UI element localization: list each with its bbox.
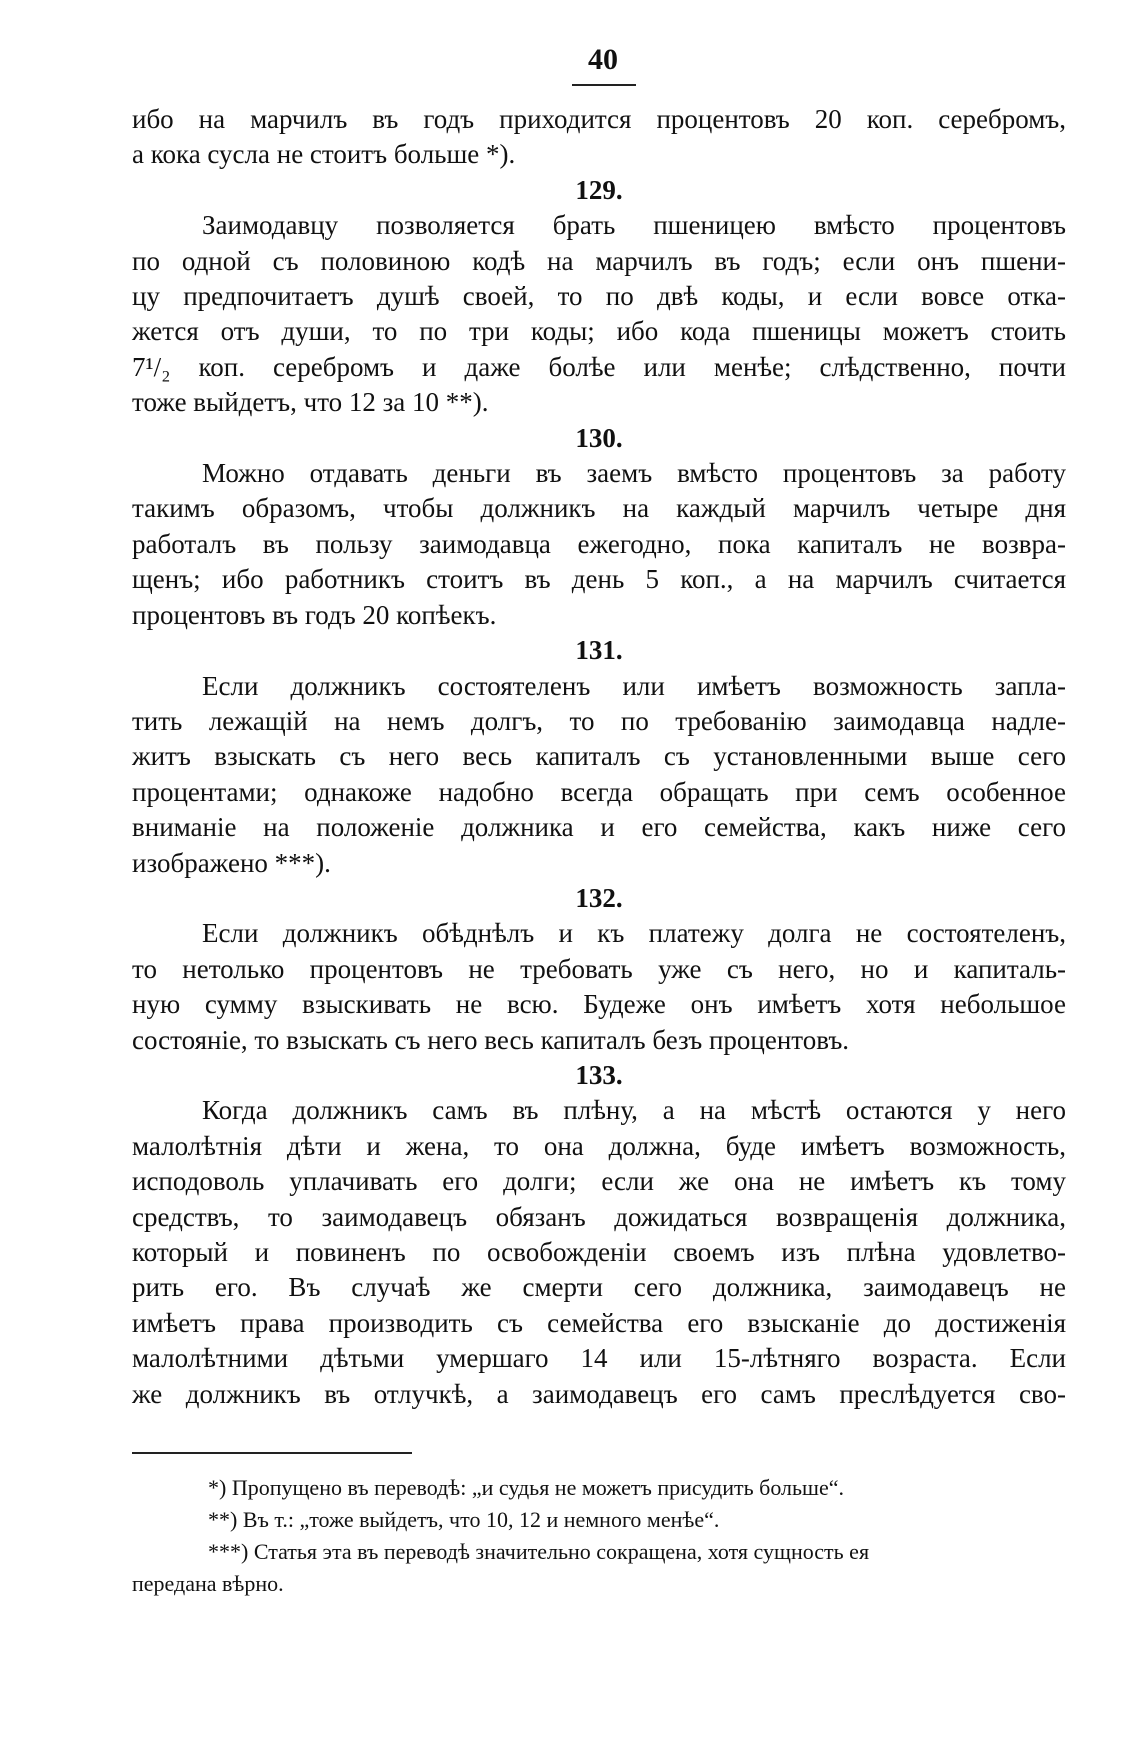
footnote-line: *) Пропущено въ переводѣ: „и судья не можетъ присудить больше“. bbox=[208, 1475, 845, 1501]
text-line: малолѣтнія дѣти и жена, то она должна, буде имѣетъ возможность, bbox=[132, 1130, 1066, 1161]
paragraph bbox=[132, 669, 1066, 881]
paragraph bbox=[132, 102, 1066, 173]
book-page bbox=[132, 40, 1066, 1600]
section-number: 132. bbox=[575, 882, 623, 913]
paragraph bbox=[132, 456, 1066, 633]
text-line: средствъ, то заимодавецъ обязанъ дожидаться возвращенія должника, bbox=[132, 1201, 1066, 1232]
footnote-line: передана вѣрно. bbox=[132, 1571, 284, 1597]
text-line: Можно отдавать деньги въ заемъ вмѣсто процентовъ за работу bbox=[202, 458, 1066, 489]
text-line: Если должникъ состоятеленъ или имѣетъ возможность запла- bbox=[202, 670, 1066, 701]
paragraph bbox=[132, 916, 1066, 1058]
text-line: рить его. Въ случаѣ же смерти сего должника, заимодавецъ не bbox=[132, 1272, 1066, 1303]
text-line: Когда должникъ самъ въ плѣну, а на мѣстѣ остаются у него bbox=[202, 1095, 1066, 1126]
text-line: жется отъ души, то по три коды; ибо кода пшеницы можетъ стоить bbox=[132, 316, 1066, 347]
text-line: работалъ въ пользу заимодавца ежегодно, пока капиталъ не возвра- bbox=[132, 528, 1066, 559]
text-line: такимъ образомъ, чтобы должникъ на каждый марчилъ четыре дня bbox=[132, 493, 1066, 524]
section-number: 130. bbox=[575, 422, 623, 453]
footnotes bbox=[132, 1472, 1066, 1600]
body-text bbox=[132, 102, 1066, 1412]
text-line: процентами; однакоже надобно всегда обращать при семъ особенное bbox=[132, 776, 1066, 807]
text-line: имѣетъ права производить съ семейства его взысканіе до достиженія bbox=[132, 1307, 1066, 1338]
section-number: 129. bbox=[575, 174, 623, 205]
page-number: 40 bbox=[588, 43, 618, 76]
footnote-line: ***) Статья эта въ переводѣ значительно сокращена, хотя сущность ея bbox=[208, 1539, 870, 1565]
text-line: который и повиненъ по освобожденіи своемъ изъ плѣна удовлетво- bbox=[132, 1237, 1066, 1267]
footnote-divider bbox=[132, 1452, 412, 1454]
text-line: то нетолько процентовъ не требовать уже съ него, но и капиталь- bbox=[132, 953, 1066, 984]
text-line: житъ взыскать съ него весь капиталъ съ установленными выше сего bbox=[132, 741, 1066, 772]
text-line: процентовъ въ годъ 20 копѣекъ. bbox=[132, 599, 497, 630]
text-line: щенъ; ибо работникъ стоитъ въ день 5 коп., а на марчилъ считается bbox=[132, 564, 1066, 595]
paragraph bbox=[132, 208, 1066, 420]
text-line: исподоволь уплачивать его долги; если же она не имѣетъ къ тому bbox=[132, 1166, 1066, 1197]
text-line: 7¹/₂ коп. серебромъ и даже болѣе или менѣе; слѣдственно, почти bbox=[132, 351, 1066, 382]
text-line: Если должникъ обѣднѣлъ и къ платежу долга не состоятеленъ, bbox=[202, 918, 1066, 949]
text-line: ибо на марчилъ въ годъ приходится процентовъ 20 коп. серебромъ, bbox=[132, 104, 1066, 134]
text-line: а кока сусла не стоитъ больше *). bbox=[132, 139, 516, 170]
paragraph bbox=[132, 1093, 1066, 1412]
text-line: по одной съ половиною кодѣ на марчилъ въ годъ; если онъ пшени- bbox=[132, 245, 1066, 276]
section-number: 133. bbox=[575, 1059, 623, 1090]
text-line: тоже выйдетъ, что 12 за 10 **). bbox=[132, 387, 489, 418]
footnote-line: **) Въ т.: „тоже выйдетъ, что 10, 12 и немного менѣе“. bbox=[208, 1507, 720, 1533]
text-line: малолѣтними дѣтьми умершаго 14 или 15-лѣтняго возраста. Если bbox=[132, 1343, 1066, 1374]
text-line: ную сумму взыскивать не всю. Будеже онъ имѣетъ хотя небольшое bbox=[132, 989, 1066, 1020]
text-line: вниманіе на положеніе должника и его семейства, какъ ниже сего bbox=[132, 812, 1066, 843]
text-line: цу предпочитаетъ душѣ своей, то по двѣ коды, и если вовсе отка- bbox=[132, 281, 1066, 312]
text-line: изображено ***). bbox=[132, 847, 331, 878]
text-line: Заимодавцу позволяется брать пшеницею вмѣсто процентовъ bbox=[202, 210, 1066, 241]
text-line: состояніе, то взыскать съ него весь капиталъ безъ процентовъ. bbox=[132, 1024, 850, 1055]
page-number-ornament bbox=[572, 80, 636, 86]
text-line: тить лежащій на немъ долгъ, то по требованію заимодавца надле- bbox=[132, 705, 1066, 736]
text-line: же должникъ въ отлучкѣ, а заимодавецъ его самъ преслѣдуется сво- bbox=[132, 1378, 1066, 1409]
section-number: 131. bbox=[575, 635, 623, 666]
